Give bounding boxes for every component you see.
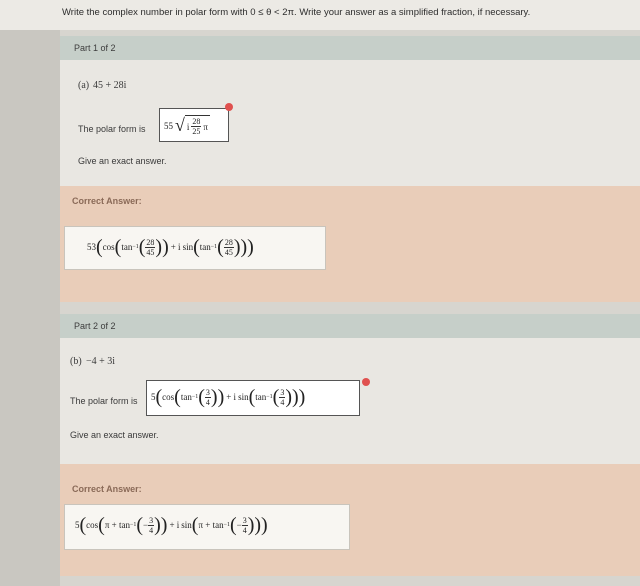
part2-body: [60, 338, 640, 464]
p2c-num: 3: [149, 515, 154, 525]
p2a-num: 3: [205, 387, 210, 397]
part2-correct-label: Correct Answer:: [72, 484, 142, 494]
p1c-tan: tan: [121, 242, 133, 252]
p1c-num2: 28: [224, 237, 233, 247]
part2-problem: −4 + 3i: [86, 356, 116, 367]
part2-problem-label: (b): [70, 356, 82, 367]
p1c-sin: sin: [182, 242, 194, 252]
p2c-coef: 5: [75, 520, 80, 530]
p2a-sup: −1: [191, 394, 199, 400]
p2c-pi-plus: π + tan: [104, 520, 130, 530]
p2a-sin: sin: [238, 392, 249, 402]
p2a-den: 4: [205, 397, 210, 407]
p1c-num: 28: [146, 237, 155, 247]
p2a-plus-i: + i: [226, 392, 237, 402]
p2c-minus: −: [143, 520, 149, 530]
p2c-plus-i: + i: [169, 520, 180, 530]
part1-answer-sqrt-prefix: i: [186, 121, 190, 132]
p2c-pi-plus2: π + tan: [198, 520, 224, 530]
part2-exact-prompt: Give an exact answer.: [70, 430, 159, 440]
p2a-sup2: −1: [266, 394, 273, 400]
p1c-sup2: −1: [210, 244, 218, 250]
p1c-cos: cos: [102, 242, 115, 252]
part1-answer-frac-den: 25: [192, 127, 201, 136]
p2c-den: 4: [149, 525, 154, 535]
p1c-tan2: tan: [199, 242, 211, 252]
p2a-den2: 4: [280, 397, 285, 407]
part1-answer-input[interactable]: [159, 108, 229, 142]
left-margin: [0, 30, 60, 586]
p2c-sup: −1: [129, 522, 137, 528]
part2-correct-answer: 5 ( cos ( π + tan −1 ( − $\frac{3}{4}$ )) + i sin ( π + tan −1 ( − $\frac{3}{4}$ ))): [64, 504, 350, 550]
p2c-cos: cos: [86, 520, 99, 530]
p2c-minus2: −: [236, 520, 242, 530]
p1c-coef: 53: [87, 242, 96, 252]
part1-body: [60, 60, 640, 186]
instructions: Write the complex number in polar form with 0 ≤ θ < 2π. Write your answer as a simplified fraction, if necessary.: [0, 0, 640, 30]
p2c-num2: 3: [242, 515, 247, 525]
part1-correct-section: [60, 186, 640, 302]
p2a-coef: 5: [151, 392, 156, 402]
part1-correct-label: Correct Answer:: [72, 196, 142, 206]
p2a-num2: 3: [280, 387, 285, 397]
part1-problem-label: (a): [78, 80, 90, 91]
part1-answer-coef: 55: [164, 120, 173, 131]
p2c-den2: 4: [242, 525, 247, 535]
part1-answer-expr: [164, 115, 210, 136]
part2-polar-prompt: The polar form is: [70, 396, 138, 406]
part1-exact-prompt: Give an exact answer.: [78, 156, 167, 166]
part2-answer-expr: 5 ( cos ( tan −1 ( $\frac{3}{4}$ )) + i sin ( tan −1 ( $\frac{3}{4}$ ))): [151, 386, 306, 408]
p2c-sup2: −1: [223, 522, 230, 528]
clear-answer-icon[interactable]: [225, 103, 233, 111]
part2-answer-input[interactable]: [146, 380, 360, 416]
part1-correct-answer: 53 ( cos ( tan −1 ( $\frac{28}{45}$ )) + i sin ( tan −1 ( $\frac{28}{45}$ ))): [64, 226, 326, 270]
part1-problem: 45 + 28i: [93, 80, 127, 91]
part1-answer-frac-num: 28: [192, 117, 201, 126]
p2c-sin: sin: [181, 520, 192, 530]
part1-polar-prompt: The polar form is: [78, 124, 146, 134]
part2-header: Part 2 of 2: [60, 314, 640, 338]
p1c-den2: 45: [224, 247, 233, 257]
p2a-cos: cos: [162, 392, 175, 402]
p2a-tan: tan: [180, 392, 192, 402]
part1-header: Part 1 of 2: [60, 36, 640, 60]
p2a-tan2: tan: [255, 392, 267, 402]
part1-answer-pi: π: [203, 121, 208, 132]
sqrt-icon: √: [175, 115, 185, 135]
p1c-sup: −1: [132, 244, 139, 250]
part2-correct-section: [60, 464, 640, 576]
p1c-plus-i: + i: [170, 242, 181, 252]
p1c-den: 45: [146, 247, 155, 257]
clear-answer-icon[interactable]: [362, 378, 370, 386]
